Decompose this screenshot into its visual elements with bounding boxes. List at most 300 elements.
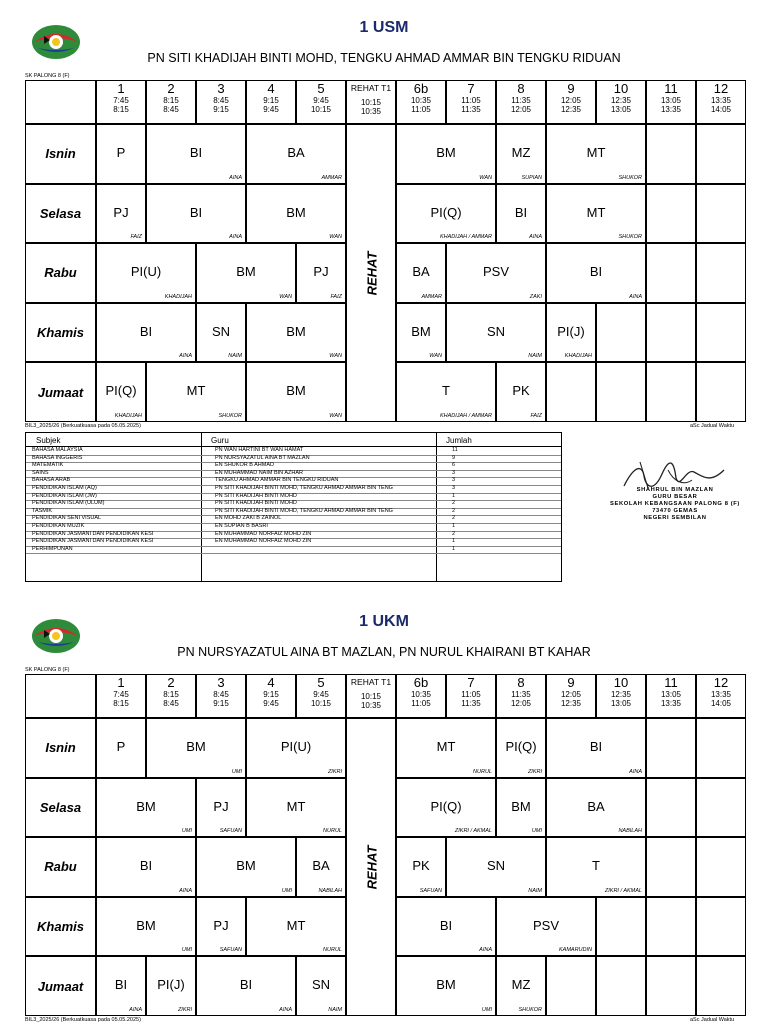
- lesson-teacher: ZIKRI: [527, 768, 542, 775]
- lesson-teacher: AMMAR: [321, 174, 342, 181]
- lesson-teacher: WAN: [329, 412, 342, 419]
- period-end: 8:45: [163, 105, 179, 114]
- lesson-subject: BM: [511, 798, 531, 814]
- lesson-teacher: WAN: [329, 234, 342, 241]
- summary-teacher: EN MUHAMMAD NORFAIZ MOHD ZIN: [215, 530, 312, 537]
- lesson-cell: [196, 778, 246, 838]
- period-end: 13:35: [660, 105, 682, 114]
- summary-count: 9: [452, 454, 456, 461]
- footer-right: aSc Jadual Waktu: [690, 423, 735, 429]
- lesson-teacher: NURUL: [323, 947, 342, 954]
- lesson-cell: [246, 778, 346, 838]
- lesson-teacher: WAN: [329, 353, 342, 360]
- lesson-cell: [196, 897, 246, 957]
- summary-subject: PENDIDIKAN ISLAM (ULUM): [32, 500, 105, 507]
- lesson-teacher: KHADIJAH / AMMAR: [439, 412, 492, 419]
- period-header: [346, 80, 396, 124]
- period-end: 14:05: [710, 105, 732, 114]
- period-header: [596, 80, 646, 124]
- period-header: [496, 674, 546, 718]
- lesson-cell: [296, 837, 346, 897]
- lesson-subject: PI(Q): [505, 739, 537, 754]
- lesson-cell: [396, 303, 446, 363]
- summary-subject: MATEMATIK: [32, 462, 64, 469]
- period-number: 8: [517, 675, 525, 690]
- signer-name: SHAHRUL BIN MAZLAN: [636, 487, 714, 493]
- summary-teacher: EN MOHD ZAKI B ZAINOL: [215, 515, 282, 522]
- period-header: [246, 80, 296, 124]
- lesson-subject: MT: [586, 204, 606, 220]
- period-header: [96, 674, 146, 718]
- lesson-teacher: KAMARUDIN: [558, 947, 592, 954]
- summary-count: 6: [452, 462, 456, 469]
- lesson-cell: [646, 778, 696, 838]
- lesson-cell: [146, 956, 196, 1016]
- lesson-cell: [496, 362, 546, 422]
- lesson-cell: [96, 303, 196, 363]
- lesson-subject: BA: [287, 145, 305, 160]
- lesson-teacher: UMI: [531, 828, 542, 835]
- footer-right: aSc Jadual Waktu: [690, 1017, 735, 1023]
- lesson-subject: BM: [411, 323, 431, 339]
- summary-header-count: Jumlah: [446, 436, 472, 445]
- lesson-subject: BM: [236, 264, 256, 280]
- day-label: Jumaat: [25, 956, 96, 1016]
- lesson-teacher: NURUL: [473, 768, 492, 775]
- lesson-teacher: SHUKOR: [618, 174, 642, 181]
- period-start: 9:15: [263, 96, 279, 105]
- period-header: [396, 80, 446, 124]
- lesson-cell: [196, 303, 246, 363]
- summary-subject: PERHIMPUNAN: [32, 545, 73, 552]
- period-start: 9:15: [263, 690, 279, 699]
- period-number: 7: [467, 81, 475, 96]
- lesson-subject: PJ: [313, 264, 329, 280]
- lesson-subject: BI: [139, 858, 153, 874]
- period-start: 12:05: [560, 96, 582, 105]
- timetable-2: [0, 594, 768, 1024]
- school-code: SK PALONG 8 (F): [25, 73, 70, 79]
- summary-subject: SAINS: [32, 469, 49, 476]
- lesson-teacher: SHUKOR: [518, 1006, 542, 1013]
- period-start: 10:15: [360, 98, 382, 107]
- period-header: [296, 674, 346, 718]
- period-header: [196, 674, 246, 718]
- lesson-cell: [496, 184, 546, 244]
- lesson-cell: [596, 897, 646, 957]
- period-end: 13:05: [610, 105, 632, 114]
- lesson-subject: MT: [586, 145, 606, 160]
- class-teachers: PN SITI KHADIJAH BINTI MOHD, TENGKU AHMAD AMMAR BIN TENGKU RIDUAN: [147, 51, 621, 65]
- lesson-cell: [546, 184, 646, 244]
- lesson-subject: BI: [439, 917, 453, 933]
- period-number: 12: [713, 675, 729, 690]
- lesson-cell: [546, 124, 646, 184]
- lesson-cell: [246, 184, 346, 244]
- period-number: 2: [167, 81, 175, 96]
- day-label: Khamis: [25, 303, 96, 363]
- period-number: 12: [713, 81, 729, 96]
- lesson-teacher: SAFUAN: [219, 947, 242, 954]
- period-end: 11:05: [411, 699, 431, 708]
- period-number: 10: [613, 675, 629, 690]
- summary-count: 3: [452, 469, 456, 476]
- lesson-teacher: KHADIJAH: [164, 293, 192, 300]
- lesson-cell: [696, 956, 746, 1016]
- summary-subject: PENDIDIKAN ISLAM (AQ): [32, 485, 97, 491]
- period-header: [646, 674, 696, 718]
- period-number: 11: [664, 675, 678, 690]
- period-start: 13:35: [710, 96, 732, 105]
- signature-block: [582, 456, 768, 552]
- lesson-subject: SN: [311, 977, 331, 993]
- footer-left: BIL3_2025/26 (Berkuatkuasa pada 05.05.2025): [25, 1017, 141, 1023]
- lesson-cell: [596, 303, 646, 363]
- lesson-cell: [546, 362, 596, 422]
- period-number: REHAT T1: [350, 677, 392, 687]
- lesson-cell: [596, 362, 646, 422]
- lesson-cell: [396, 718, 496, 778]
- lesson-cell: [396, 184, 496, 244]
- lesson-teacher: NAIM: [228, 353, 242, 360]
- lesson-cell: [696, 718, 746, 778]
- period-end: 12:05: [510, 699, 532, 708]
- rehat-column: [346, 124, 396, 422]
- lesson-cell: [446, 837, 546, 897]
- signer-school: SEKOLAH KEBANGSAAN PALONG 8 (F): [610, 501, 740, 507]
- lesson-teacher: AINA: [629, 293, 642, 300]
- class-teachers: PN NURSYAZATUL AINA BT MAZLAN, PN NURUL KHAIRANI BT KAHAR: [177, 645, 591, 659]
- period-end: 9:15: [213, 105, 229, 114]
- period-header: [196, 80, 246, 124]
- period-start: 10:35: [410, 96, 432, 105]
- lesson-subject: PI(J): [557, 323, 585, 339]
- period-end: 8:15: [113, 105, 129, 114]
- lesson-cell: [96, 362, 146, 422]
- summary-teacher: PN WAN HARTINI BT WAN HAMAT: [215, 447, 304, 453]
- summary-count: 3: [452, 485, 456, 491]
- period-end: 12:05: [510, 105, 532, 114]
- period-start: 8:15: [163, 690, 179, 699]
- period-end: 11:05: [411, 105, 431, 114]
- header-corner: [25, 80, 96, 124]
- period-end: 9:45: [263, 699, 279, 708]
- summary-subject: PENDIDIKAN JASMANI DAN PENDIDIKAN KESI: [32, 530, 154, 537]
- lesson-cell: [96, 778, 196, 838]
- period-end: 9:45: [263, 105, 279, 114]
- period-start: 11:05: [461, 690, 481, 699]
- summary-subject: PENDIDIKAN SENI VISUAL: [32, 515, 102, 522]
- class-title: 1 UKM: [359, 613, 409, 630]
- period-end: 11:35: [461, 699, 481, 708]
- period-number: 1: [117, 81, 125, 96]
- lesson-cell: [96, 243, 196, 303]
- lesson-subject: MT: [286, 917, 306, 933]
- period-number: 6b: [413, 675, 429, 690]
- lesson-teacher: NABILAH: [318, 887, 342, 894]
- summary-subject: PENDIDIKAN JASMANI DAN PENDIDIKAN KESI: [32, 538, 154, 545]
- period-number: 10: [613, 81, 629, 96]
- lesson-subject: BM: [436, 145, 456, 160]
- period-end: 14:05: [710, 699, 732, 708]
- lesson-subject: T: [442, 383, 450, 399]
- summary-subject: BAHASA MALAYSIA: [32, 447, 83, 453]
- lesson-teacher: AMMAR: [421, 293, 442, 300]
- summary-header-subject: Subjek: [36, 436, 61, 445]
- summary-teacher: PN SITI KHADIJAH BINTI MOHD: [215, 492, 297, 499]
- lesson-cell: [246, 718, 346, 778]
- lesson-subject: SN: [486, 858, 506, 874]
- signature-text: [582, 487, 768, 522]
- lesson-teacher: SAFUAN: [419, 887, 442, 894]
- lesson-subject: MZ: [511, 145, 531, 160]
- lesson-cell: [696, 303, 746, 363]
- lesson-teacher: NAIM: [528, 887, 542, 894]
- day-label: Selasa: [25, 778, 96, 838]
- summary-table: [25, 432, 562, 582]
- lesson-cell: [396, 897, 496, 957]
- lesson-cell: [646, 718, 696, 778]
- period-number: 3: [217, 675, 225, 690]
- period-number: 6b: [413, 81, 429, 96]
- period-header: [696, 80, 746, 124]
- lesson-cell: [146, 362, 246, 422]
- summary-count: 2: [452, 507, 456, 514]
- lesson-subject: PI(U): [130, 264, 162, 280]
- lesson-teacher: WAN: [279, 293, 292, 300]
- summary-teacher: EN MUHAMMAD NORFAIZ MOHD ZIN: [215, 538, 312, 545]
- day-label: Jumaat: [25, 362, 96, 422]
- period-header: [546, 674, 596, 718]
- lesson-cell: [496, 124, 546, 184]
- period-end: 10:15: [310, 105, 332, 114]
- lesson-teacher: KHADIJAH: [564, 353, 592, 360]
- lesson-cell: [296, 956, 346, 1016]
- lesson-cell: [546, 718, 646, 778]
- lesson-cell: [196, 837, 296, 897]
- lesson-subject: BI: [189, 204, 203, 220]
- lesson-teacher: AINA: [179, 353, 192, 360]
- period-start: 12:35: [610, 96, 632, 105]
- lesson-teacher: ZIKRI: [177, 1006, 192, 1013]
- period-start: 11:05: [461, 96, 481, 105]
- lesson-cell: [246, 897, 346, 957]
- summary-teacher: PN SITI KHADIJAH BINTI MOHD, TENGKU AHMAD AMMAR BIN TENG: [215, 485, 393, 491]
- lesson-teacher: FAIZ: [130, 234, 142, 241]
- lesson-teacher: NAIM: [328, 1006, 342, 1013]
- summary-count: 2: [452, 515, 456, 522]
- day-label: Isnin: [25, 718, 96, 778]
- lesson-subject: PSV: [532, 917, 559, 933]
- period-start: 8:15: [163, 96, 179, 105]
- lesson-subject: BM: [286, 204, 306, 220]
- summary-teacher: PN NURSYAZATUL AINA BT MAZLAN: [215, 454, 310, 461]
- period-number: 2: [167, 675, 175, 690]
- lesson-teacher: AINA: [179, 887, 192, 894]
- period-start: 11:35: [511, 690, 531, 699]
- lesson-subject: BM: [286, 383, 306, 399]
- period-header: [596, 674, 646, 718]
- period-header: [696, 674, 746, 718]
- period-number: 11: [664, 81, 678, 96]
- lesson-teacher: WAN: [429, 353, 442, 360]
- lesson-teacher: ZIKRI / AKMAL: [604, 887, 642, 894]
- period-start: 13:05: [660, 96, 682, 105]
- lesson-cell: [96, 718, 146, 778]
- lesson-cell: [496, 718, 546, 778]
- header-corner: [25, 674, 96, 718]
- summary-count: 1: [452, 492, 456, 499]
- summary-subject: TASMIK: [32, 507, 53, 514]
- lesson-subject: BA: [412, 264, 430, 280]
- lesson-cell: [196, 956, 296, 1016]
- period-header: [446, 674, 496, 718]
- lesson-teacher: UMI: [481, 1006, 492, 1013]
- day-label: Rabu: [25, 837, 96, 897]
- lesson-cell: [146, 124, 246, 184]
- lesson-cell: [396, 956, 496, 1016]
- lesson-cell: [646, 124, 696, 184]
- lesson-cell: [96, 184, 146, 244]
- lesson-subject: BA: [312, 858, 330, 874]
- day-label: Isnin: [25, 124, 96, 184]
- lesson-subject: BI: [514, 204, 528, 220]
- lesson-subject: PI(U): [280, 739, 312, 754]
- period-end: 8:45: [163, 699, 179, 708]
- lesson-teacher: FAIZ: [530, 412, 542, 419]
- lesson-cell: [196, 243, 296, 303]
- lesson-subject: BM: [136, 917, 156, 933]
- period-start: 9:45: [313, 690, 329, 699]
- lesson-teacher: AINA: [479, 947, 492, 954]
- lesson-cell: [96, 837, 196, 897]
- lesson-cell: [696, 184, 746, 244]
- summary-count: 3: [452, 477, 456, 484]
- rehat-label: REHAT: [364, 251, 380, 296]
- summary-subject: BAHASA INGGERIS: [32, 454, 83, 461]
- lesson-teacher: ZIKRI: [327, 768, 342, 775]
- rehat-column: [346, 718, 396, 1016]
- lesson-teacher: SHUKOR: [218, 412, 242, 419]
- lesson-cell: [146, 184, 246, 244]
- lesson-cell: [646, 956, 696, 1016]
- period-header: [396, 674, 446, 718]
- period-header: [546, 80, 596, 124]
- lesson-teacher: NAIM: [528, 353, 542, 360]
- summary-count: 2: [452, 530, 456, 537]
- school-code: SK PALONG 8 (F): [25, 667, 70, 673]
- period-start: 10:35: [410, 690, 432, 699]
- lesson-subject: SN: [211, 323, 231, 339]
- lesson-cell: [146, 718, 246, 778]
- period-end: 11:35: [461, 105, 481, 114]
- lesson-teacher: SHUKOR: [618, 234, 642, 241]
- period-header: [96, 80, 146, 124]
- lesson-teacher: FAIZ: [330, 293, 342, 300]
- lesson-subject: PI(J): [157, 977, 185, 993]
- lesson-cell: [446, 243, 546, 303]
- lesson-cell: [96, 897, 196, 957]
- day-label: Selasa: [25, 184, 96, 244]
- lesson-cell: [546, 303, 596, 363]
- period-header: [146, 80, 196, 124]
- lesson-subject: PJ: [213, 798, 229, 814]
- period-number: 5: [317, 675, 325, 690]
- period-start: 9:45: [313, 96, 329, 105]
- summary-teacher: PN SITI KHADIJAH BINTI MOHD: [215, 500, 297, 507]
- period-number: 4: [267, 81, 275, 96]
- signer-title: GURU BESAR: [652, 494, 698, 500]
- summary-header-teacher: Guru: [211, 436, 229, 445]
- summary-count: 2: [452, 500, 456, 507]
- period-start: 7:45: [113, 96, 129, 105]
- lesson-cell: [246, 124, 346, 184]
- lesson-cell: [96, 124, 146, 184]
- period-header: [246, 674, 296, 718]
- lesson-subject: MT: [436, 739, 456, 754]
- period-header: [646, 80, 696, 124]
- timetable-1: [0, 0, 768, 430]
- period-start: 11:35: [511, 96, 531, 105]
- summary-count: 1: [452, 523, 456, 529]
- lesson-teacher: UMI: [281, 887, 292, 894]
- lesson-subject: PI(Q): [430, 798, 462, 814]
- lesson-subject: BM: [236, 858, 256, 874]
- lesson-subject: P: [116, 145, 126, 160]
- period-header: [496, 80, 546, 124]
- lesson-subject: BI: [589, 264, 603, 280]
- summary-subject: BAHASA ARAB: [32, 477, 71, 484]
- period-end: 13:35: [660, 699, 682, 708]
- lesson-subject: BM: [186, 739, 206, 754]
- period-end: 12:35: [560, 699, 582, 708]
- lesson-teacher: NURUL: [323, 828, 342, 835]
- lesson-subject: PSV: [482, 264, 509, 280]
- lesson-subject: BI: [114, 977, 128, 993]
- period-start: 12:05: [560, 690, 582, 699]
- lesson-cell: [696, 362, 746, 422]
- period-end: 8:15: [113, 699, 129, 708]
- period-header: [346, 674, 396, 718]
- summary-count: 1: [452, 538, 456, 545]
- footer-left: BIL3_2025/26 (Berkuatkuasa pada 05.05.2025): [25, 423, 141, 429]
- lesson-teacher: WAN: [479, 174, 492, 181]
- period-end: 10:15: [310, 699, 332, 708]
- lesson-subject: BI: [139, 323, 153, 339]
- lesson-subject: PI(Q): [105, 383, 137, 399]
- lesson-cell: [396, 362, 496, 422]
- lesson-teacher: UMI: [231, 768, 242, 775]
- period-start: 10:15: [360, 692, 382, 701]
- summary-teacher: TENGKU AHMAD AMMAR BIN TENGKU RIDUAN: [215, 477, 339, 484]
- period-start: 13:35: [710, 690, 732, 699]
- rehat-label: REHAT: [364, 845, 380, 890]
- period-header: [146, 674, 196, 718]
- period-header: [296, 80, 346, 124]
- lesson-subject: PK: [412, 858, 430, 874]
- lesson-cell: [546, 778, 646, 838]
- period-end: 10:35: [360, 107, 382, 116]
- period-start: 12:35: [610, 690, 632, 699]
- period-end: 12:35: [560, 105, 582, 114]
- lesson-cell: [96, 956, 146, 1016]
- lesson-cell: [696, 124, 746, 184]
- lesson-subject: BA: [587, 798, 605, 814]
- lesson-teacher: KHADIJAH: [114, 412, 142, 419]
- lesson-cell: [246, 362, 346, 422]
- lesson-subject: MT: [286, 798, 306, 814]
- summary-count: 11: [452, 447, 458, 453]
